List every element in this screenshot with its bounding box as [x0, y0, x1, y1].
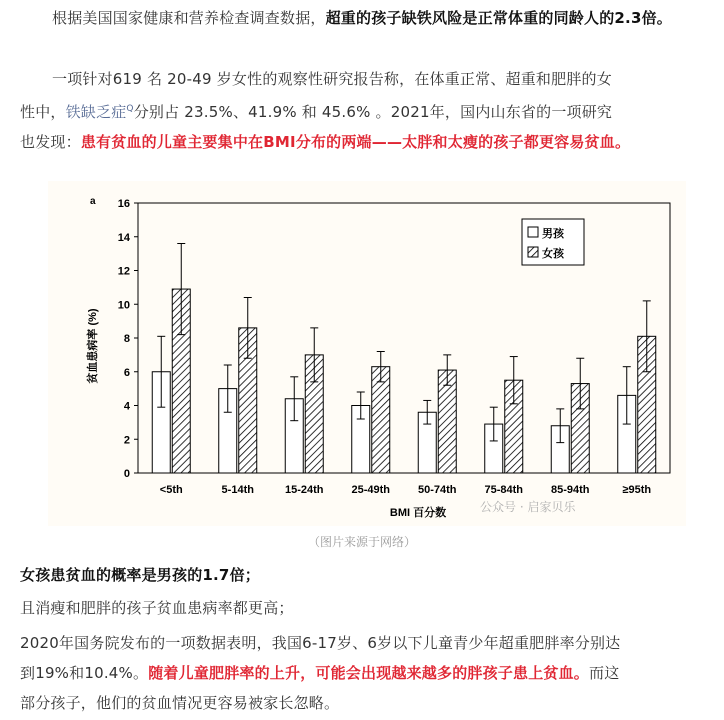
- para1-bold: 超重的孩子缺铁风险是正常体重的同龄人的2.3倍。: [325, 9, 672, 27]
- x-tick-label: <5th: [159, 484, 183, 496]
- legend-label: 女孩: [542, 248, 564, 260]
- para4-text: 且消瘦和肥胖的孩子贫血患病率都更高；: [20, 599, 294, 617]
- x-tick-label: 85-94th: [550, 484, 590, 496]
- y-tick-label: 2: [123, 434, 130, 447]
- para2-line1: 一项针对619 名 20-49 岁女性的观察性研究报告称，在体重正常、超重和肥胖的女: [52, 70, 612, 88]
- para5-line2: [20, 658, 704, 688]
- search-icon[interactable]: Q: [126, 104, 134, 114]
- paragraph-5: [20, 628, 704, 718]
- para2-line2: [20, 94, 704, 127]
- para1-text: 根据美国国家健康和营养检查调查数据，: [52, 9, 326, 27]
- para5-prefix: 到19%和10.4%。: [20, 664, 149, 682]
- y-tick-label: 8: [123, 333, 130, 345]
- paragraph-3: [20, 560, 704, 590]
- paragraph-4: [20, 593, 704, 623]
- y-tick-label: 16: [117, 198, 130, 210]
- watermark: 公众号 · 启家贝乐: [480, 500, 576, 514]
- bar-girls: [372, 367, 390, 473]
- para2-red: 患有贫血的儿童主要集中在BMI分布的两端——太胖和太瘦的孩子都更容易贫血。: [80, 133, 631, 151]
- x-axis-label: BMI 百分数: [389, 507, 447, 519]
- plot-frame: [138, 203, 670, 473]
- paragraph-1: [20, 3, 704, 33]
- x-tick-label: ≥95th: [622, 484, 652, 496]
- y-axis-label: 贫血患病率 (%): [87, 308, 99, 384]
- para2-line3: [20, 127, 704, 157]
- para5-line3: 部分孩子，他们的贫血情况更容易被家长忽略。: [20, 694, 340, 712]
- y-tick-label: 14: [117, 231, 130, 244]
- legend-swatch: [528, 227, 538, 237]
- bar-chart: [48, 181, 686, 526]
- iron-deficiency-link[interactable]: 铁缺乏症: [65, 103, 127, 121]
- para5-line1: 2020年国务院发布的一项数据表明，我国6-17岁、6岁以下儿童青少年超重肥胖率分别达: [20, 634, 621, 652]
- x-tick-label: 75-84th: [484, 484, 524, 496]
- x-tick-label: 15-24th: [284, 484, 324, 496]
- legend-swatch: [528, 247, 538, 257]
- y-tick-label: 4: [123, 400, 130, 413]
- y-tick-label: 6: [123, 366, 130, 379]
- x-tick-label: 25-49th: [351, 484, 391, 496]
- para3-bold: 女孩患贫血的概率是男孩的1.7倍；: [20, 566, 260, 584]
- figure-chart: [48, 181, 686, 526]
- para2-rest: 分别占 23.5%、41.9% 和 45.6% 。2021年，国内山东省的一项研究: [133, 103, 613, 121]
- para5-red: 随着儿童肥胖率的上升，可能会出现越来越多的胖孩子患上贫血。: [148, 664, 590, 682]
- y-tick-label: 0: [123, 468, 130, 480]
- x-tick-label: 5-14th: [221, 484, 254, 496]
- paragraph-2: [20, 64, 704, 157]
- para5-rest: 而这: [589, 664, 620, 682]
- legend-label: 男孩: [542, 228, 564, 240]
- para2-line3-prefix: 也发现：: [20, 133, 81, 151]
- figure-caption: （图片来源于网络）: [307, 535, 416, 549]
- x-tick-label: 50-74th: [417, 484, 457, 496]
- para2-prefix: 性中，: [20, 103, 66, 121]
- y-tick-label: 12: [117, 265, 130, 278]
- panel-label: a: [90, 196, 96, 207]
- y-tick-label: 10: [117, 299, 130, 312]
